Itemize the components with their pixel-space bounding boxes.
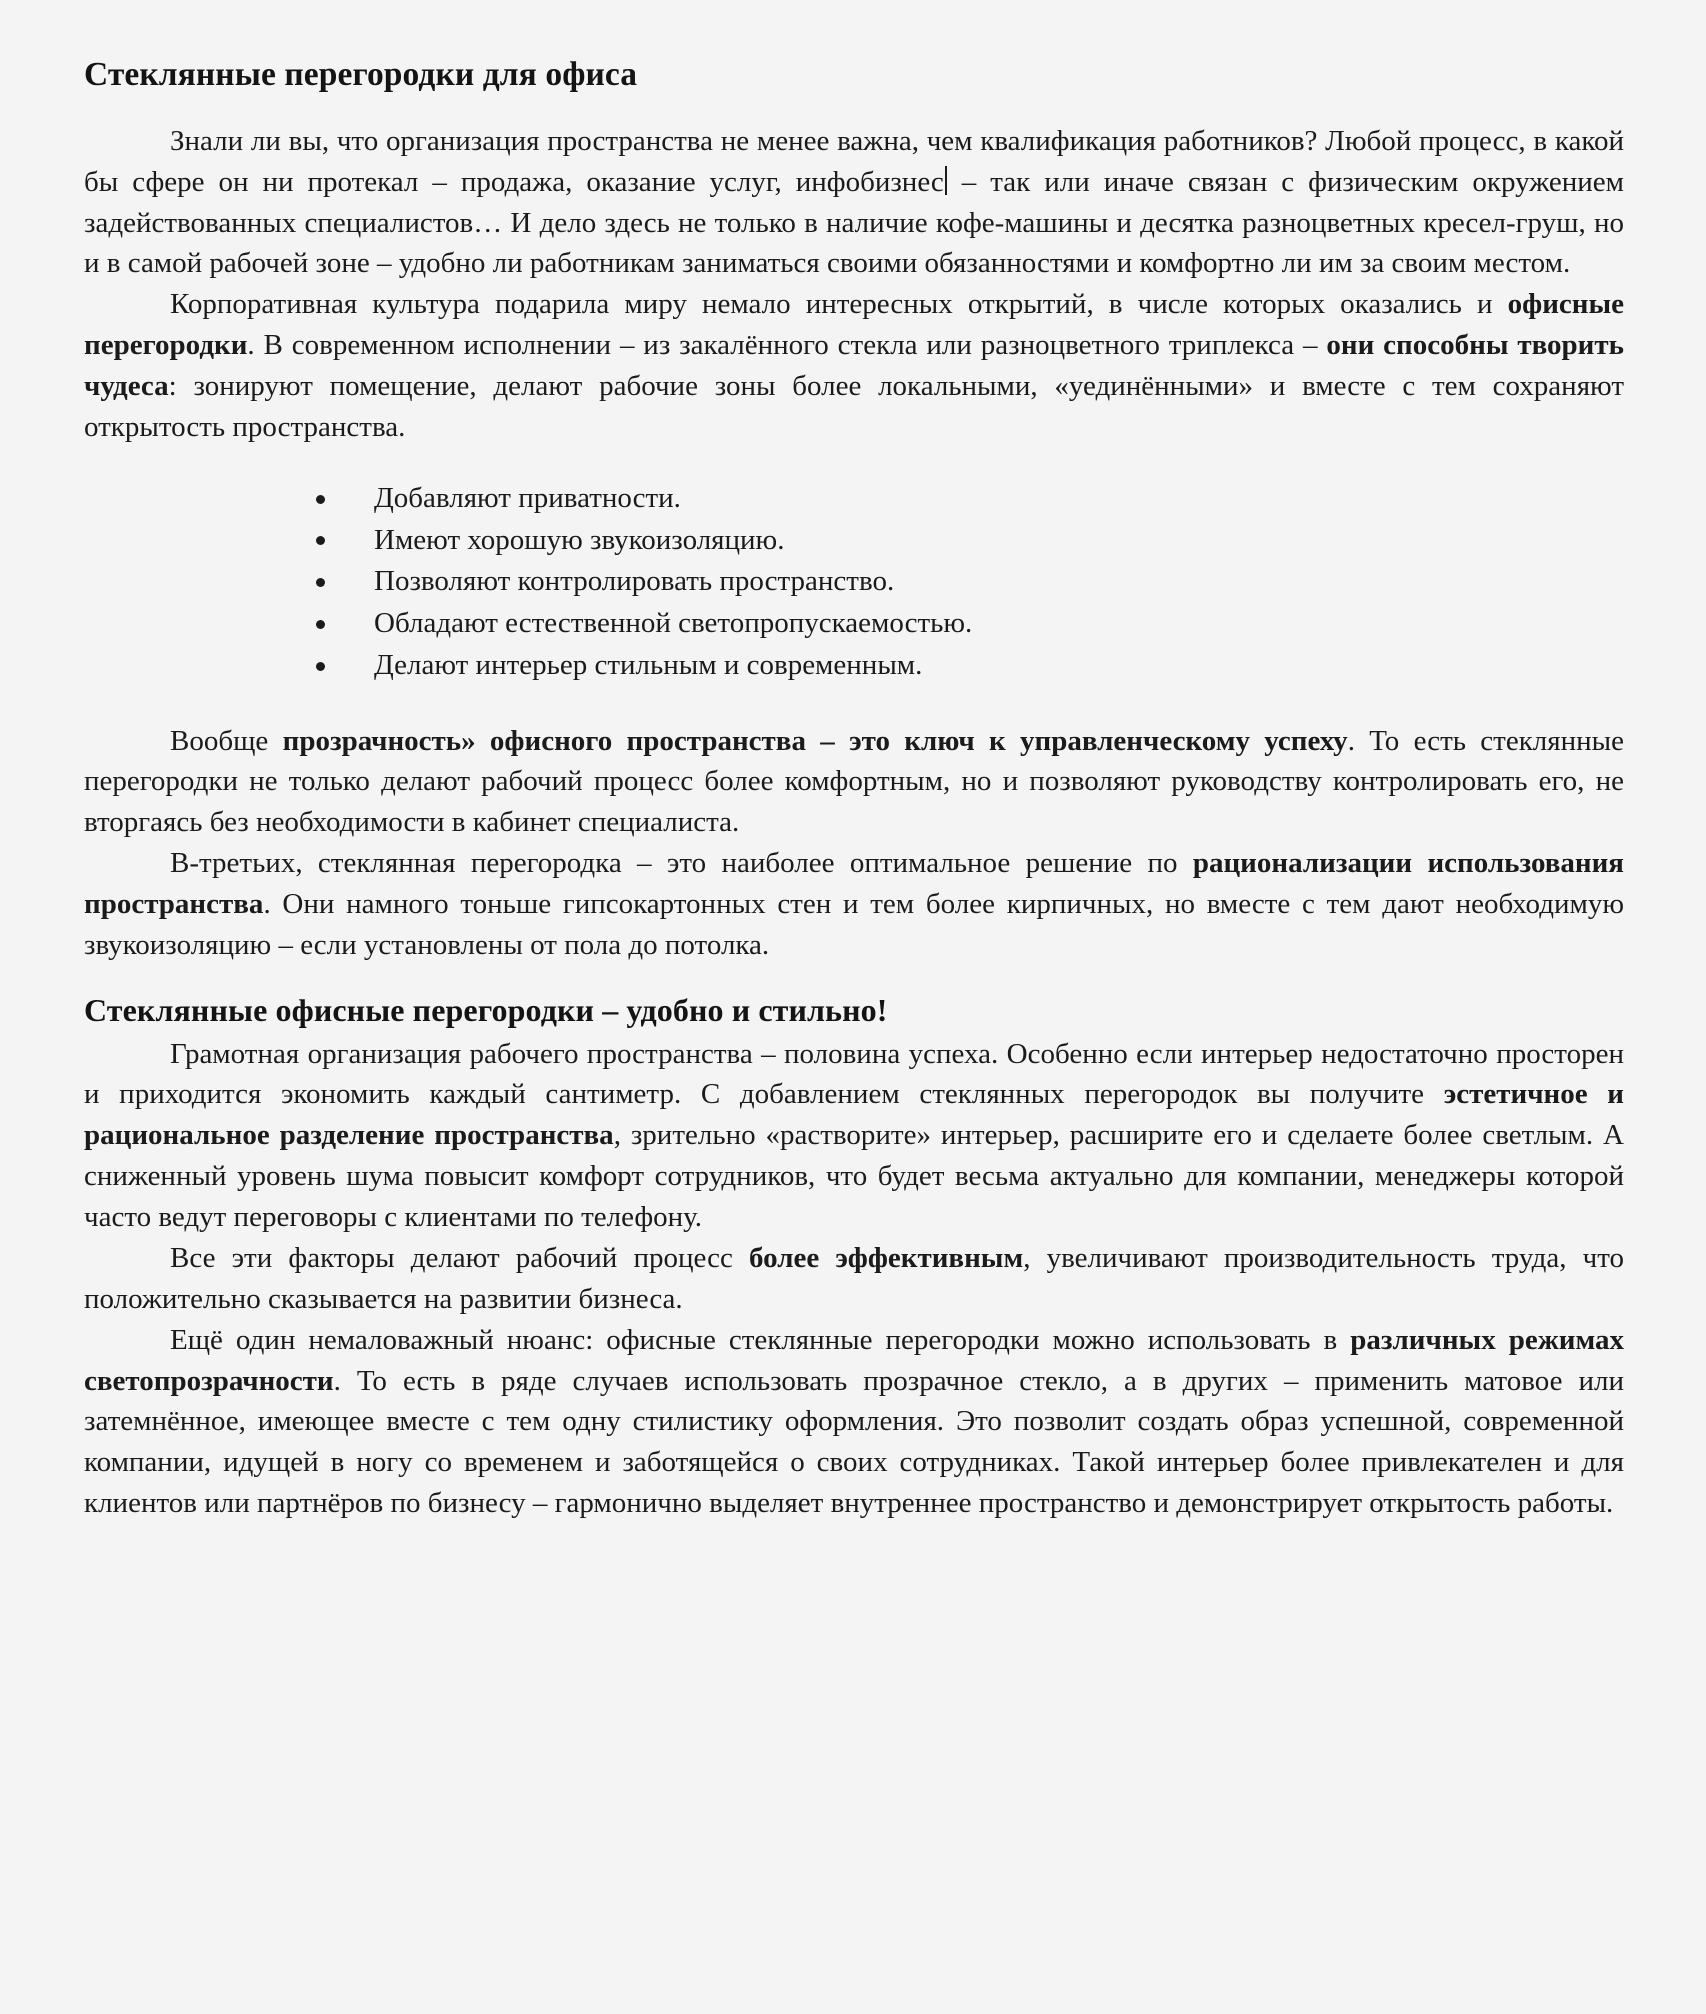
emphasis-office-partitions: офисные перегородки — [84, 288, 1624, 362]
paragraph-light-modes-part2: . То есть в ряде случаев использовать прозрачное стекло, а в других – применить матовое или затемнённое, имеющее вместе с тем одну стилистику оформления. Это позволит создать образ успешной, современной компании, идущей в ногу со временем и заботящейся о своих сотрудниках. Такой интерьер более привлекателен и для клиентов или партнёров по бизнесу – гармонично выделяет внутреннее пространство и демонстрирует открытость работы. — [84, 1364, 1624, 1520]
bullet-dot-icon — [316, 536, 325, 545]
emphasis-work-wonders: они способны творить чудеса — [84, 329, 1624, 403]
paragraph-third-point-part1: В-третьих, стеклянная перегородка – это наиболее оптимальное решение по — [170, 847, 1193, 880]
document-body[interactable] — [84, 56, 1624, 1524]
section-heading-convenient-stylish: Стеклянные офисные перегородки – удобно и стильно! — [84, 991, 888, 1028]
bullet-dot-icon — [316, 578, 325, 587]
paragraph-factors-part2: , увеличивают производительность труда, что положительно сказывается на развитии бизнеса. — [84, 1241, 1624, 1315]
paragraph-transparency-part1: Вообще — [170, 724, 283, 757]
list-item — [84, 478, 1624, 520]
paragraph-intro-text-before-caret: Знали ли вы, что организация пространства не менее важна, чем квалификация работников? Любой процесс, в какой бы сфере он ни протекал – продажа, оказание услуг, инфобизнес — [84, 124, 1624, 198]
paragraph-intro[interactable] — [84, 121, 1624, 285]
paragraph-smart-organization[interactable] — [84, 1034, 1624, 1238]
paragraph-third-point-part2: . Они намного тоньше гипсокартонных стен и тем более кирпичных, но вместе с тем дают необходимую звукоизоляцию – если установлены от пола до потолка. — [84, 888, 1624, 961]
page-title: Стеклянные перегородки для офиса — [84, 56, 638, 93]
list-item — [84, 603, 1624, 645]
paragraph-factors[interactable] — [84, 1238, 1624, 1320]
emphasis-aesthetic-rational-division: эстетичное и рациональное разделение пространства — [84, 1078, 1625, 1152]
emphasis-space-rationalization: рационализации использования пространства — [84, 847, 1624, 921]
paragraph-intro-text-after-caret: – так или иначе связан с физическим окружением задействованных специалистов… И дело здесь не только в наличие кофе-машины и десятка разноцветных кресел-груш, но и в самой рабочей зоне – удобно ли работникам заниматься своими обязанностями и комфортно ли им за своим местом. — [84, 165, 1624, 280]
emphasis-more-effective: более эффективным — [749, 1241, 1024, 1274]
list-item — [84, 645, 1624, 687]
paragraph-third-point[interactable] — [84, 843, 1624, 966]
paragraph-corporate-culture[interactable] — [84, 284, 1624, 448]
paragraph-transparency-part2: . То есть стеклянные перегородки не только делают рабочий процесс более комфортным, но и позволяют руководству контролировать его, не вторгаясь без необходимости в кабинет специалиста. — [84, 724, 1625, 839]
benefits-list — [84, 478, 1624, 687]
paragraph-transparency[interactable] — [84, 721, 1624, 844]
paragraph-corporate-culture-part2: . В современном исполнении – из закалённого стекла или разноцветного триплекса – — [247, 329, 1327, 362]
bullet-dot-icon — [316, 495, 325, 504]
paragraph-light-modes[interactable] — [84, 1320, 1624, 1524]
list-item-label: Обладают естественной светопропускаемостью. — [374, 607, 973, 640]
emphasis-light-transmission-modes: различных режимах светопрозрачности — [84, 1323, 1624, 1397]
paragraph-light-modes-part1: Ещё один немаловажный нюанс: офисные стеклянные перегородки можно использовать в — [170, 1323, 1351, 1356]
list-item-label: Делают интерьер стильным и современным. — [374, 648, 923, 681]
text-cursor-caret — [945, 166, 947, 194]
list-item — [84, 561, 1624, 603]
emphasis-transparency-key-to-success: прозрачность» офисного пространства – это ключ к управленческому успеху — [282, 724, 1348, 757]
list-item-label: Добавляют приватности. — [374, 481, 681, 514]
paragraph-corporate-culture-part1: Корпоративная культура подарила миру немало интересных открытий, в числе которых оказались и — [170, 288, 1508, 321]
list-item-label: Имеют хорошую звукоизоляцию. — [374, 523, 785, 556]
bullet-dot-icon — [316, 620, 325, 629]
list-item-label: Позволяют контролировать пространство. — [374, 565, 895, 598]
list-item — [84, 520, 1624, 562]
paragraph-smart-organization-part1: Грамотная организация рабочего пространства – половина успеха. Особенно если интерьер недостаточно просторен и приходится экономить каждый сантиметр. С добавлением стеклянных перегородок вы получите — [84, 1037, 1624, 1111]
paragraph-factors-part1: Все эти факторы делают рабочий процесс — [170, 1241, 749, 1274]
paragraph-corporate-culture-part3: : зонируют помещение, делают рабочие зоны более локальными, «уединёнными» и вместе с тем сохраняют открытость пространства. — [84, 370, 1624, 443]
paragraph-smart-organization-part2: , зрительно «растворите» интерьер, расширите его и сделаете более светлым. А сниженный уровень шума повысит комфорт сотрудников, что будет весьма актуально для компании, менеджеры которой часто ведут переговоры с клиентами по телефону. — [84, 1119, 1624, 1234]
bullet-dot-icon — [316, 662, 325, 671]
